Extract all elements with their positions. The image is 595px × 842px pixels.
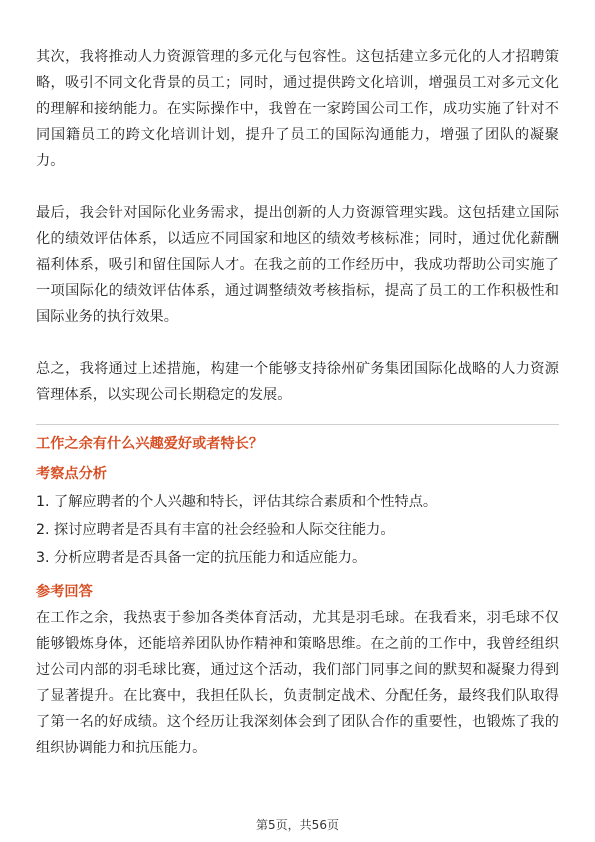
paragraph-spacer: [36, 174, 559, 200]
analysis-point: 1. 了解应聘者的个人兴趣和特长，评估其综合素质和个性特点。: [36, 494, 438, 510]
paragraph-conclusion: 总之，我将通过上述措施，构建一个能够支持徐州矿务集团国际化战略的人力资源管理体系，以实现公司长期稳定的发展。: [36, 361, 559, 403]
answer-heading: 参考回答: [36, 584, 93, 600]
document-page: [36, 44, 559, 761]
paragraph-spacer: [36, 330, 559, 356]
question-heading: 工作之余有什么兴趣爱好或者特长？: [36, 436, 264, 452]
analysis-point: 2. 探讨应聘者是否具有丰富的社会经验和人际交往能力。: [36, 522, 395, 538]
paragraph-diversity: 其次，我将推动人力资源管理的多元化与包容性。这包括建立多元化的人才招聘策略，吸引不同文化背景的员工；同时，通过提供跨文化培训，增强员工对多元文化的理解和接纳能力。在实际操作中，我曾在一家跨国公司工作，成功实施了针对不同国籍员工的跨文化培训计划，提升了员工的国际沟通能力，增强了团队的凝聚力。: [36, 49, 559, 169]
page-footer: 第5页，共56页: [256, 818, 339, 832]
paragraph-innovation: 最后，我会针对国际化业务需求，提出创新的人力资源管理实践。这包括建立国际化的绩效评估体系，以适应不同国家和地区的绩效考核标准；同时，通过优化薪酬福利体系，吸引和留住国际人才。在我之前的工作经历中，我成功帮助公司实施了一项国际化的绩效评估体系，通过调整绩效考核指标，提高了员工的工作积极性和国际业务的执行效果。: [36, 205, 559, 325]
analysis-point: 3. 分析应聘者是否具备一定的抗压能力和适应能力。: [36, 550, 367, 566]
analysis-heading: 考察点分析: [36, 466, 107, 482]
section-divider: [36, 424, 559, 425]
answer-text: 在工作之余，我热衷于参加各类体育活动，尤其是羽毛球。在我看来，羽毛球不仅能够锻炼身体，还能培养团队协作精神和策略思维。在之前的工作中，我曾经组织过公司内部的羽毛球比赛，通过这个活动，我们部门同事之间的默契和凝聚力得到了显著提升。在比赛中，我担任队长，负责制定战术、分配任务，最终我们队取得了第一名的好成绩。这个经历让我深刻体会到了团队合作的重要性，也锻炼了我的组织协调能力和抗压能力。: [36, 610, 559, 756]
